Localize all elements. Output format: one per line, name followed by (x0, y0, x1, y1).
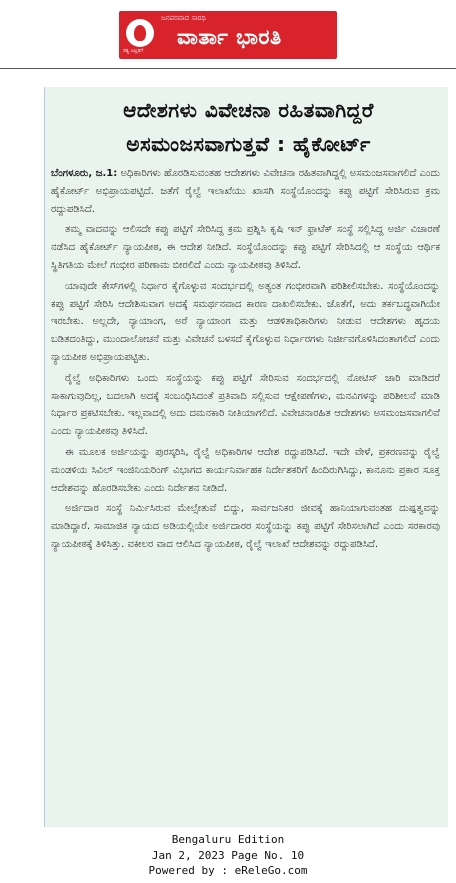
newspaper-name: ವಾರ್ತಾ ಭಾರತಿ (177, 25, 282, 49)
article-paragraph: ತಮ್ಮ ವಾದವನ್ನು ಆಲಿಸದೇ ಕಪ್ಪು ಪಟ್ಟಿಗೆ ಸೇರಿಸಿದ್ದ ಕ್ರಮ ಪ್ರಶ್ನಿಸಿ ಕೃಷಿ ಇನ್ ಫ್ರಾಟೆಕ್ ಸಂಸ್ಥೆ ಸಲ್ಲಿಸಿದ್ದ ಅರ್ಜಿ ವಿಚಾರಣೆ ನಡೆಸಿದ ಹೈಕೋರ್ಟ್ ನ್ಯಾಯಪೀಠ, ಈ ಆದೇಶ ನೀಡಿದೆ. ಸಂಸ್ಥೆಯೊಂದನ್ನು ಕಪ್ಪು ಪಟ್ಟಿಗೆ ಸೇರಿಸಿದಲ್ಲಿ ಆ ಸಂಸ್ಥೆಯ ಆರ್ಥಿಕ ಸ್ಥಿತಿಗತಿಯ ಮೇಲೆ ಗಂಭೀರ ಪರಿಣಾಮ ಬೀರಲಿದೆ ಎಂದು ನ್ಯಾಯಪೀಠವು ತಿಳಿಸಿದೆ. (51, 224, 440, 271)
article-clipping (44, 87, 448, 827)
article-paragraph-text: ಅಧಿಕಾರಿಗಳು ಹೊರಡಿಸುವಂತಹ ಆದೇಶಗಳು ವಿವೇಚನಾ ರಹಿತವಾಗಿದ್ದಲ್ಲಿ ಅಸಮಂಜಸವಾಗಲಿದೆ ಎಂದು ಹೈಕೋರ್ಟ್ ಅಭಿಪ್ರಾಯಪಟ್ಟಿದೆ. ಜತೆಗೆ ರೈಲ್ವೆ ಇಲಾಖೆಯು ಖಾಸಗಿ ಸಂಸ್ಥೆಯೊಂದನ್ನು ಕಪ್ಪು ಪಟ್ಟಿಗೆ ಸೇರಿಸಿರುವ ಕ್ರಮ ರದ್ದುಪಡಿಸಿದೆ. (51, 168, 441, 215)
edition-label: Bengaluru Edition (171, 833, 285, 846)
article-body (45, 161, 448, 554)
page-footer (0, 832, 456, 879)
article-paragraph: ಯಾವುದೇ ಕೇಸ್‌ಗಳಲ್ಲಿ ನಿರ್ಧಾರ ಕೈಗೊಳ್ಳುವ ಸಂದರ್ಭದಲ್ಲಿ ಅತ್ಯಂತ ಗಂಭೀರವಾಗಿ ಪರಿಶೀಲಿಸಬೇಕು. ಸಂಸ್ಥೆಯೊಂದನ್ನು ಕಪ್ಪು ಪಟ್ಟಿಗೆ ಸೇರಿಸಿ ಆದೇಶಿಸುವಾಗ ಅದಕ್ಕೆ ಸಮರ್ಥನವಾದ ಕಾರಣ ದಾಖಲಿಸಬೇಕು. ಜೊತೆಗೆ, ಅದು ತರ್ಕಬದ್ಧವಾಗಿಯೇ ಇರಬೇಕು. ಅಲ್ಲದೇ, ನ್ಯಾಯಾಂಗ, ಅರೆ ನ್ಯಾಯಾಂಗ ಮತ್ತು ಆಡಳಿತಾಧಿಕಾರಿಗಳು ನೀಡುವ ಆದೇಶಗಳು ಹೃದಯ ಬಡಿತದಂತಿದ್ದು, ಮುಂದಾಲೋಚನೆ ಮತ್ತು ವಿವೇಚನೆ ಬಳಸದೆ ಕೈಗೊಳ್ಳುವ ನಿರ್ಧಾರಗಳು ನಿರ್ಜೀವಗೊಳಿಸಿದಂತಾಗಲಿದೆ ಎಂದು ನ್ಯಾಯಪೀಠ ಅಭಿಪ್ರಾಯಪಟ್ಟಿತು. (51, 280, 440, 363)
logo-small-text: ಸತ್ಯ ಎಲ್ಲರಿಗೆ (123, 48, 144, 54)
powered-by-link[interactable]: Powered by : eReleGo.com (148, 864, 308, 878)
masthead-divider (0, 68, 456, 69)
masthead (0, 0, 456, 68)
article-dateline: ಬೆಂಗಳೂರು, ಜ.1: (51, 168, 118, 179)
article-paragraph (51, 165, 440, 218)
date-page-label: Jan 2, 2023 Page No. 10 (151, 848, 305, 862)
lamp-emblem-icon (126, 19, 154, 47)
article-headline: ಆದೇಶಗಳು ವಿವೇಚನಾ ರಹಿತವಾಗಿದ್ದರೆ ಅಸಮಂಜಸವಾಗುತ್ತವೆ : ಹೈಕೋರ್ಟ್ (123, 98, 374, 156)
article-paragraph: ರೈಲ್ವೆ ಅಧಿಕಾರಿಗಳು ಒಂದು ಸಂಸ್ಥೆಯನ್ನು ಕಪ್ಪು ಪಟ್ಟಿಗೆ ಸೇರಿಸುವ ಸಂದರ್ಭದಲ್ಲಿ ನೋಟಿಸ್ ಜಾರಿ ಮಾಡಿದರೆ ಸಾಕಾಗುವುದಿಲ್ಲ, ಬದಲಾಗಿ ಅದಕ್ಕೆ ಸಂಬಂಧಿಸಿದಂತೆ ಪ್ರತಿವಾದಿ ಸಲ್ಲಿಸುವ ಆಕ್ಷೇಪಣೆಗಳು, ಮನವಿಗಳನ್ನು ಪರಿಶೀಲನೆ ಮಾಡಿ ನಿರ್ಧಾರ ಪ್ರಕಟಿಸಬೇಕು. ಇಲ್ಲವಾದಲ್ಲಿ ಅದು ದಮನಕಾರಿ ನೀತಿಯಾಗಲಿದೆ. ವಿವೇಚನಾರಹಿತ ಆದೇಶಗಳು ಅಸಮಂಜಸವಾಗಲಿವೆ ಎಂದು ನ್ಯಾಯಪೀಠವು ತಿಳಿಸಿದೆ. (51, 372, 440, 438)
logo-tagline: ಜನಪರವಾದ ಸಾರಥಿ (161, 14, 206, 22)
article-paragraph: ಅರ್ಜಿದಾರ ಸಂಸ್ಥೆ ನಿರ್ಮಿಸಿರುವ ಮೇಲ್ಸೇತುವೆ ಬಿದ್ದು, ಸಾರ್ವಜನಿಕರ ಜೀವಕ್ಕೆ ಹಾನಿಯಾಗುವಂತಹ ದುಷ್ಪತ್ವವನ್ನು ಮಾಡಿದ್ದಾರೆ. ಸಾಮಾಜಿಕ ನ್ಯಾಯದ ಅಡಿಯಲ್ಲಿಯೇ ಅರ್ಜಿದಾರರ ಸಂಸ್ಥೆಯನ್ನು ಕಪ್ಪು ಪಟ್ಟಿಗೆ ಸೇರಿಸಲಾಗಿದೆ ಎಂದು ಸರಕಾರವು ನ್ಯಾಯಪೀಠಕ್ಕೆ ತಿಳಿಸಿತ್ತು. ವಕೀಲರ ವಾದ ಆಲಿಸಿದ ನ್ಯಾಯಪೀಠ, ರೈಲ್ವೆ ಇಲಾಖೆ ಆದೇಶವನ್ನು ರದ್ದುಪಡಿಸಿದೆ. (51, 503, 440, 550)
article-paragraph: ಈ ಮೂಲಕ ಅರ್ಜಿಯನ್ನು ಪುರಸ್ಕರಿಸಿ, ರೈಲ್ವೆ ಅಧಿಕಾರಿಗಳ ಆದೇಶ ರದ್ದುಪಡಿಸಿದೆ. ಇದೇ ವೇಳೆ, ಪ್ರಕರಣವನ್ನು ರೈಲ್ವೆ ಮಂಡಳಿಯ ಸಿವಿಲ್ ಇಂಜಿನಿಯರಿಂಗ್ ವಿಭಾಗದ ಕಾರ್ಯನಿರ್ವಾಹಕ ನಿರ್ದೇಶಕರಿಗೆ ಹಿಂದಿರುಗಿಸಿದ್ದು, ಕಾನೂನು ಪ್ರಕಾರ ಸೂಕ್ತ ಆದೇಶವನ್ನು ಹೊರಡಿಸಬೇಕು ಎಂದು ನಿರ್ದೇಶನ ನೀಡಿದೆ. (51, 446, 440, 494)
newspaper-logo[interactable] (119, 11, 337, 59)
